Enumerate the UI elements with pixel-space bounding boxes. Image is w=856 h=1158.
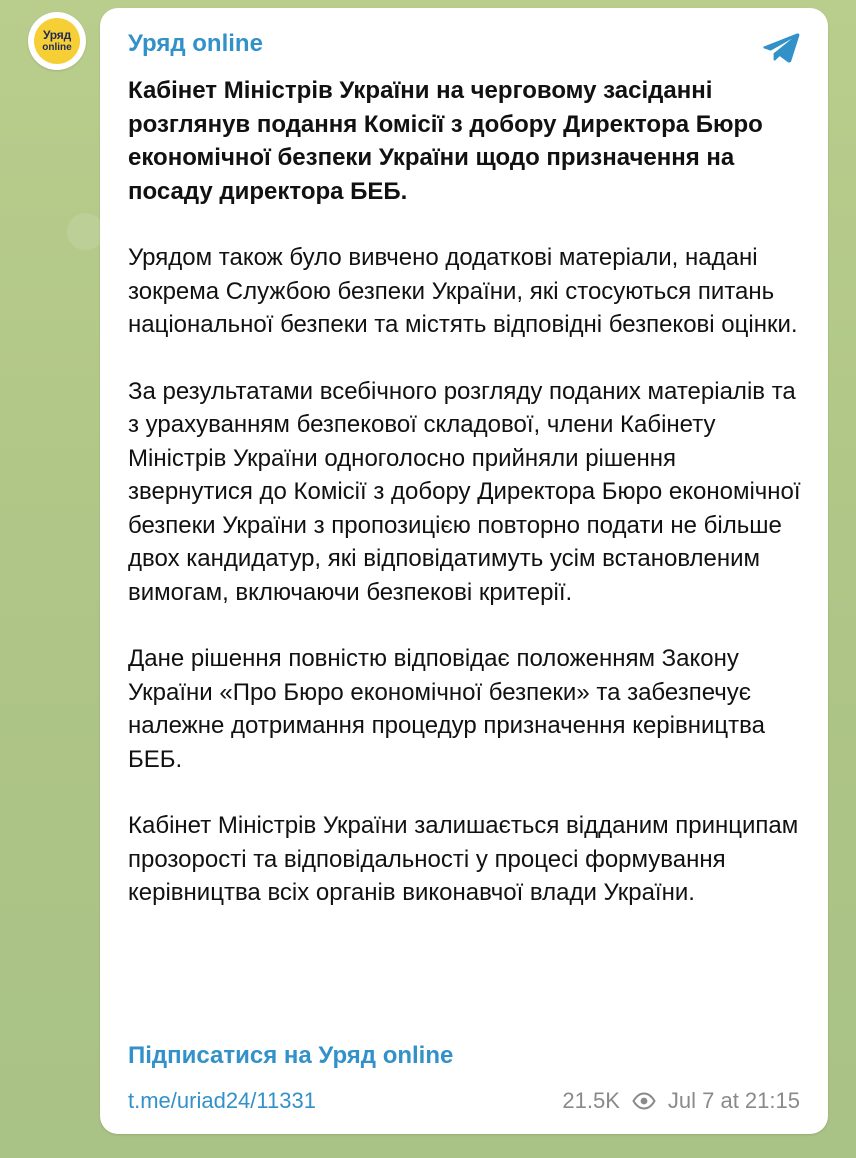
message-body bbox=[128, 74, 803, 943]
message-paragraph-2: За результатами всебічного розгляду поданих матеріалів та з урахуванням безпекової складової, члени Кабінету Міністрів України одноголосно прийняли рішення звернутися до Комісії з добору Директора Бюро економічної безпеки України з пропозицією повторно подати не більше двох кандидатур, які відповідатимуть усім встановленим вимогам, включаючи безпекові критерії. bbox=[128, 377, 801, 606]
views-count: 21.5K bbox=[562, 1088, 620, 1113]
eye-icon bbox=[632, 1092, 656, 1110]
message-footer bbox=[128, 1087, 800, 1115]
channel-avatar[interactable] bbox=[28, 12, 86, 70]
avatar-text-top: Уряд bbox=[43, 28, 71, 42]
message-paragraph-4: Кабінет Міністрів України залишається відданим принципам прозорості та відповідальності у процесі формування керівництва всіх органів виконавчої влади України. bbox=[128, 812, 799, 906]
message-meta bbox=[562, 1088, 800, 1114]
avatar-logo bbox=[34, 18, 80, 64]
subscribe-link[interactable]: Підписатися на Уряд online bbox=[128, 1042, 454, 1069]
avatar-text-bottom: online bbox=[42, 42, 72, 53]
telegram-icon[interactable] bbox=[760, 26, 802, 68]
message-timestamp: Jul 7 at 21:15 bbox=[667, 1088, 800, 1113]
message-lead: Кабінет Міністрів України на черговому засіданні розглянув подання Комісії з добору Директора Бюро економічної безпеки України щодо призначення на посаду директора БЕБ. bbox=[128, 77, 763, 205]
channel-name[interactable]: Уряд online bbox=[128, 30, 263, 57]
post-link[interactable]: t.me/uriad24/11331 bbox=[128, 1088, 316, 1113]
message-paragraph-1: Урядом також було вивчено додаткові матеріали, надані зокрема Службою безпеки України, які стосуються питань національної безпеки та містять відповідні безпекові оцінки. bbox=[128, 244, 798, 338]
message-card bbox=[100, 8, 828, 1134]
message-paragraph-3: Дане рішення повністю відповідає положенням Закону України «Про Бюро економічної безпеки» та забезпечує належне дотримання процедур призначення керівництва БЕБ. bbox=[128, 645, 765, 773]
